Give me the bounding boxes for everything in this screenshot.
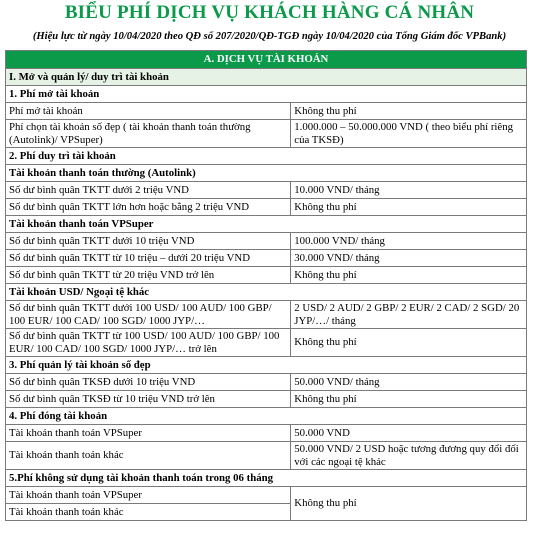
subsection-row bbox=[6, 86, 527, 103]
fee-label: Số dư bình quân TKSĐ từ 10 triệu VND trở lên bbox=[6, 391, 291, 408]
table-row bbox=[6, 199, 527, 216]
fee-label: Số dư bình quân TKTT từ 20 triệu VND trở lên bbox=[6, 267, 291, 284]
group-row bbox=[6, 284, 527, 301]
subsection-heading: 4. Phí đóng tài khoản bbox=[6, 408, 527, 425]
fee-label: Số dư bình quân TKTT dưới 10 triệu VND bbox=[6, 233, 291, 250]
fee-value: 50.000 VND/ 2 USD hoặc tương đương quy đổi đối với các ngoại tệ khác bbox=[291, 442, 527, 470]
table-row bbox=[6, 329, 527, 357]
fee-label: Tài khoản thanh toán khác bbox=[6, 504, 291, 521]
table-row bbox=[6, 301, 527, 329]
fee-label: Số dư bình quân TKTT lớn hơn hoặc bằng 2 triệu VND bbox=[6, 199, 291, 216]
fee-label: Số dư bình quân TKSĐ dưới 10 triệu VND bbox=[6, 374, 291, 391]
group-heading: Tài khoản thanh toán thường (Autolink) bbox=[6, 165, 527, 182]
subsection-heading: 5.Phí không sử dụng tài khoản thanh toán trong 06 tháng bbox=[6, 470, 527, 487]
fee-value: 30.000 VND/ tháng bbox=[291, 250, 527, 267]
fee-value: Không thu phí bbox=[291, 329, 527, 357]
table-row bbox=[6, 391, 527, 408]
subsection-row bbox=[6, 357, 527, 374]
fee-value: Không thu phí bbox=[291, 199, 527, 216]
fee-value: Không thu phí bbox=[291, 391, 527, 408]
page-title: BIỂU PHÍ DỊCH VỤ KHÁCH HÀNG CÁ NHÂN bbox=[64, 2, 475, 23]
group-row bbox=[6, 165, 527, 182]
table-row bbox=[6, 487, 527, 504]
fee-label: Tài khoản thanh toán khác bbox=[6, 442, 291, 470]
section-heading: I. Mở và quản lý/ duy trì tài khoản bbox=[6, 69, 527, 86]
table-band-row bbox=[6, 51, 527, 69]
section-row bbox=[6, 69, 527, 86]
table-row bbox=[6, 374, 527, 391]
subsection-row bbox=[6, 470, 527, 487]
fee-value: 2 USD/ 2 AUD/ 2 GBP/ 2 EUR/ 2 CAD/ 2 SGD/ 20 JYP/…/ tháng bbox=[291, 301, 527, 329]
table-row bbox=[6, 250, 527, 267]
group-heading: Tài khoản thanh toán VPSuper bbox=[6, 216, 527, 233]
table-row bbox=[6, 425, 527, 442]
fee-value: 1.000.000 – 50.000.000 VND ( theo biểu phí riêng của TKSĐ) bbox=[291, 120, 527, 148]
fee-label: Số dư bình quân TKTT từ 10 triệu – dưới 20 triệu VND bbox=[6, 250, 291, 267]
table-row bbox=[6, 120, 527, 148]
fee-value: 50.000 VND bbox=[291, 425, 527, 442]
fee-label: Số dư bình quân TKTT dưới 2 triệu VND bbox=[6, 182, 291, 199]
fee-value: 10.000 VND/ tháng bbox=[291, 182, 527, 199]
fee-table bbox=[5, 50, 527, 521]
fee-label: Phí mở tài khoản bbox=[6, 103, 291, 120]
fee-value: Không thu phí bbox=[291, 487, 527, 521]
subsection-row bbox=[6, 148, 527, 165]
group-heading: Tài khoản USD/ Ngoại tệ khác bbox=[6, 284, 527, 301]
fee-label: Phí chọn tài khoản số đẹp ( tài khoản thanh toán thường (Autolink)/ VPSuper) bbox=[6, 120, 291, 148]
table-row bbox=[6, 442, 527, 470]
table-row bbox=[6, 182, 527, 199]
table-row bbox=[6, 103, 527, 120]
fee-label: Số dư bình quân TKTT dưới 100 USD/ 100 AUD/ 100 GBP/ 100 EUR/ 100 CAD/ 100 SGD/ 1000 JYP/… bbox=[6, 301, 291, 329]
effective-date-note: (Hiệu lực từ ngày 10/04/2020 theo QĐ số 207/2020/QĐ-TGĐ ngày 10/04/2020 của Tổng Giám đốc VPBank) bbox=[32, 31, 507, 42]
table-row bbox=[6, 233, 527, 250]
band-heading: A. DỊCH VỤ TÀI KHOẢN bbox=[6, 51, 527, 69]
fee-value: 100.000 VND/ tháng bbox=[291, 233, 527, 250]
group-row bbox=[6, 216, 527, 233]
fee-label: Tài khoản thanh toán VPSuper bbox=[6, 425, 291, 442]
subsection-row bbox=[6, 408, 527, 425]
subsection-heading: 1. Phí mở tài khoản bbox=[6, 86, 527, 103]
fee-label: Số dư bình quân TKTT từ 100 USD/ 100 AUD/ 100 GBP/ 100 EUR/ 100 CAD/ 100 SGD/ 1000 JYP/… trở lên bbox=[6, 329, 291, 357]
fee-value: Không thu phí bbox=[291, 267, 527, 284]
subsection-heading: 2. Phí duy trì tài khoản bbox=[6, 148, 527, 165]
fee-value: Không thu phí bbox=[291, 103, 527, 120]
fee-label: Tài khoản thanh toán VPSuper bbox=[6, 487, 291, 504]
subsection-heading: 3. Phí quản lý tài khoản số đẹp bbox=[6, 357, 527, 374]
fee-value: 50.000 VND/ tháng bbox=[291, 374, 527, 391]
table-row bbox=[6, 267, 527, 284]
